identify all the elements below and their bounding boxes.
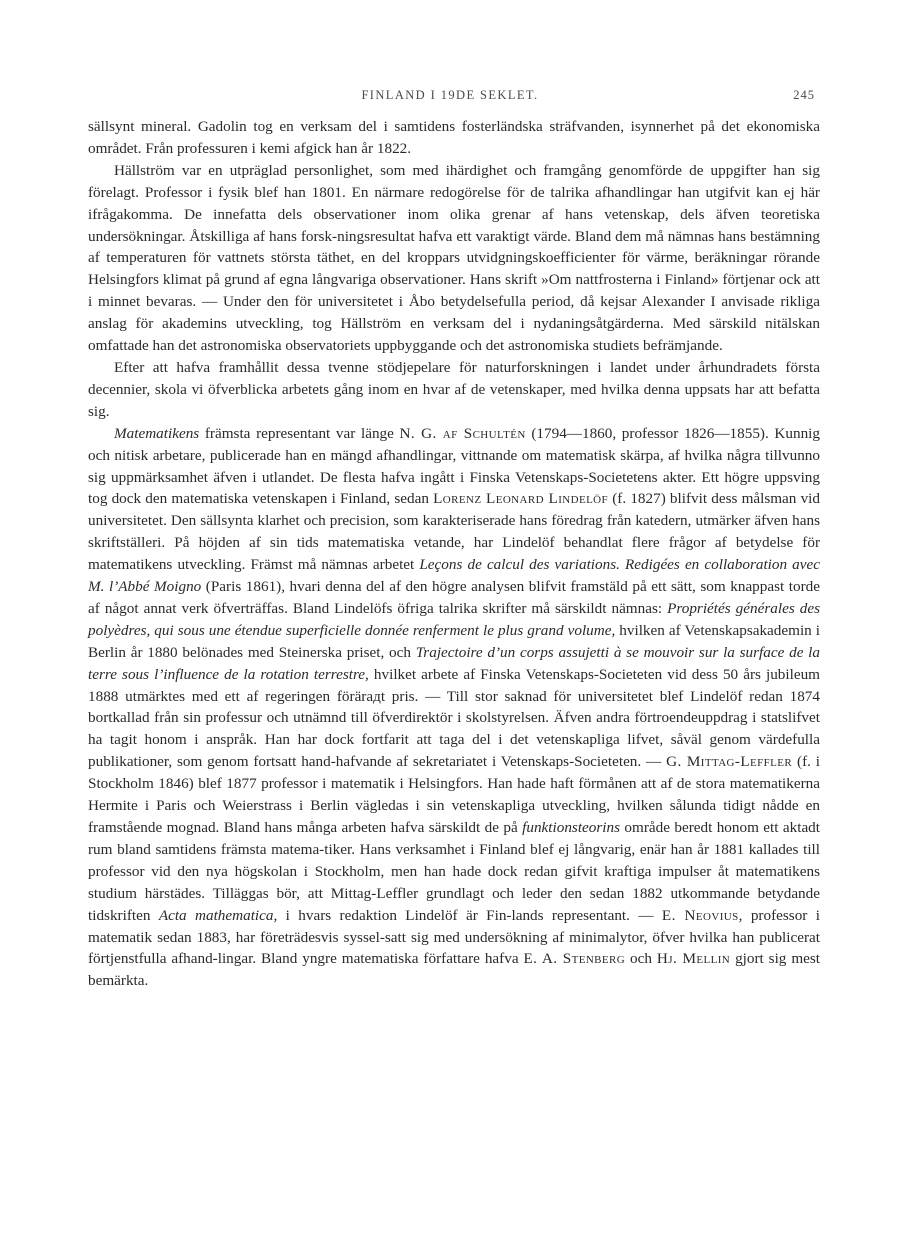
italic-term: funktionsteorins	[522, 819, 621, 836]
person-name: E. A. Stenberg	[523, 950, 626, 968]
text-run: (f. 1827) blifvit dess målsman vid universitetet. Den sällsynta klarhet och precision, som karakteriserade hans föredrag från katedern, utmärker äfven hans skriftställeri. På höjden af sin tids matematiska vetande, har Lindelöf behandlat flere frågor af betydelse för matematikens utveckling. Främst må nämnas arbetet	[88, 490, 820, 574]
text-run: (1794—1860, professor 1826—1855). Kunnig och nitisk arbetare, publicerade han en mängd afhandlingar, vittnande om matematisk skärpa, af hvilka några tillvunno sig uppmärksamhet äfven i utlandet. De flesta hafva ingått i Finska Vetenskaps-Societetens akter. Ett högre uppsving tog dock den matematiska vetenskapen i Finland, sedan	[88, 424, 820, 508]
person-name: Hj. Mellin	[656, 950, 731, 968]
text-run: och	[625, 950, 657, 968]
work-title: Propriétés générales des polyèdres, qui sous une étendue superficielle donnée renferment le plus grand volume,	[88, 599, 820, 639]
running-title: FINLAND I 19DE SEKLET.	[361, 88, 539, 102]
person-name: Lorenz Leonard Lindelöf	[433, 490, 609, 508]
paragraph-mathematics	[88, 423, 820, 993]
text-run: Efter att hafva framhållit dessa tvenne stödjepelare för naturforskningen i landet under århundradets första decennier, skola vi öfverblicka arbetets gång inom en hvar af de vetenskaper, med hvilka denna uppsats har att befatta sig.	[88, 358, 820, 420]
page-number: 245	[793, 88, 815, 102]
work-title: Trajectoire d’un corps assujetti à se mouvoir sur la surface de la terre sous l’influence de la rotation terrestre,	[88, 643, 820, 683]
text-run: (f. i Stockholm 1846) blef 1877 professor i matematik i Helsingfors. Han hade haft förmånen att af de stora matematikerna Hermite i Paris och Weierstrass i Berlin vägledas i sin vetenskapliga utveckling, hvilken sålunda tidigt nådde en framstående mognad. Bland hans många arbeten hafva särskildt de på	[88, 753, 820, 836]
person-name: N. G. af Schultén	[399, 424, 526, 442]
work-title: Leçons de calcul des variations. Redigées en collaboration avec M. l’Abbé Moigno	[88, 556, 820, 596]
body-text	[88, 116, 820, 992]
work-title: Acta mathematica,	[158, 906, 278, 924]
text-run: hvilket arbete af Finska Vetenskaps-Societeten vid dess 50 års jubileum 1888 utmärktes med ett af regeringen förärадt pris. — Till stor saknad för universitetet blef Lindelöf redan 1874 bortkallad från sin professur och utnämnd till öfverdirektör i skolstyrelsen. Äfven andra förtroendeuppdrag i statslifvet ha tagit honom i anspråk. Han har dock fortfarit att taga del i det vetenskapliga lifvet, såväl genom värdefulla publikationer, som genom fortsatt hand-hafvande af sekretariatet i Vetenskaps-Societeten. —	[88, 665, 820, 771]
paragraph-hallstrom	[88, 160, 820, 357]
person-name: G. Mittag-Leffler	[666, 753, 793, 771]
italic-term: Matematikens	[114, 424, 200, 442]
text-run: , professor i matematik sedan 1883, har företrädesvis syssel-satt sig med undersökning af minimalytor, öfver hvilka han publicerat förtjenstfulla afhand-lingar. Bland yngre matematiska författare hafva	[88, 906, 820, 968]
page-header	[0, 88, 900, 108]
text-run: i hvars redaktion Lindelöf är Fin-lands representant. —	[277, 906, 662, 924]
text-run: sällsynt mineral. Gadolin tog en verksam del i samtidens fosterländska sträfvanden, isynnerhet på det ekonomiska området. Från professuren i kemi afgick han år 1822.	[88, 118, 820, 157]
text-run: gjort sig mest bemärkta.	[88, 950, 820, 990]
text-run: Hällström var en utpräglad personlighet, som med ihärdighet och framgång genomförde de uppgifter han sig förelagt. Professor i fysik blef han 1801. En närmare redogörelse för de talrika afhandlingar han utgifvit kan ej här ifrågakomma. De innefatta dels observationer inom olika grenar af hans vetenskap, dels äfven teoretiska undersökningar. Åtskilliga af hans forsk-ningsresultat hafva ett varaktigt värde. Bland dem må nämnas hans bestämning af temperaturen för vattnets största täthet, en del kroppars utvidgningskoefficienter för värme, beräkningar rörande Helsingfors klimat på grund af egna långvariga observationer. Hans skrift »Om nattfrosterna i Finland» förtjenar ock att i minnet bevaras. — Under den för universitetet i Åbo betydelsefulla period, då kejsar Alexander I anvisade rikliga anslag för akademins utveckling, tog Hällström en verksam del i nydaningsåtgärderna. Med särskild nitälskan omfattade han det astronomiska observatoriets uppbyggande och det astronomiska studiets befrämjande.	[88, 161, 820, 355]
paragraph-transition	[88, 357, 820, 423]
text-run: (Paris 1861), hvari denna del af den högre analysen blifvit framstäld på ett sätt, som knappast torde af något annat verk öfverträffas. Bland Lindelöfs öfriga talrika skrifter må särskildt nämnas:	[88, 578, 820, 617]
person-name: E. Neovius	[661, 906, 739, 924]
text-run: främsta representant var länge	[199, 424, 400, 442]
text-run: hvilken af Vetenskapsakademin i Berlin år 1880 belönades med Steinerska priset, och	[88, 621, 820, 661]
paragraph-gadolin-end	[88, 116, 820, 160]
text-run: område beredt honom ett aktadt rum bland samtidens främsta matema-tiker. Hans verksamhet i Finland blef ej långvarig, enär han år 1881 kallades till professor vid den nya högskolan i Stockholm, men han hade dock redan gifvit kraftiga impulser åt matematikens studium härstädes. Tilläggas bör, att Mittag-Leffler grundlagt och leder den sedan 1882 utkommande betydande tidskriften	[88, 819, 821, 924]
